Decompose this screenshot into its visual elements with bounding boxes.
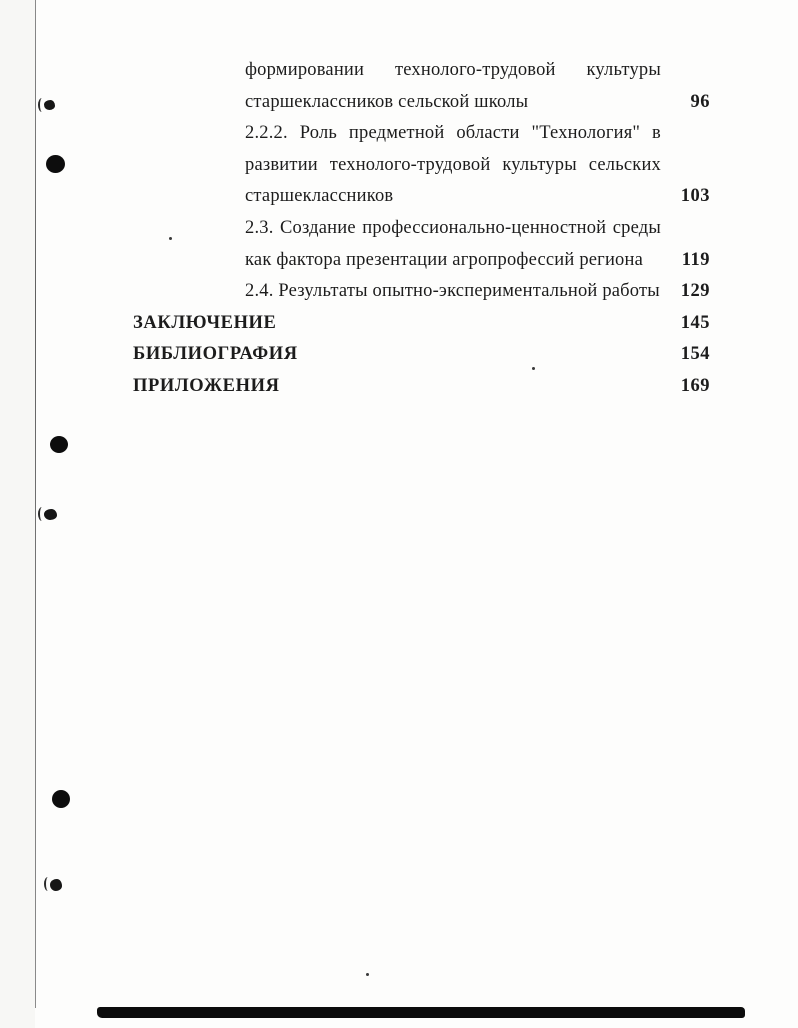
toc-line-text: как фактора презентации агропрофессий региона: [245, 249, 644, 270]
page-left-margin: [0, 0, 35, 1028]
toc-line: [133, 150, 710, 182]
toc-line: [133, 181, 710, 213]
page-number: 169: [680, 375, 710, 396]
toc-line-text: 2.4. Результаты опытно-экспериментальной работы: [245, 281, 660, 302]
toc-line-text: старшеклассников: [245, 186, 394, 207]
toc-line-text: 2.3. Создание профессионально-ценностной среды: [245, 217, 661, 238]
toc-line: [133, 276, 710, 308]
toc-line-heading: [133, 308, 710, 340]
page-number: 129: [680, 281, 710, 302]
binding-edge-line: [35, 0, 36, 1008]
scan-ink-dot: [52, 790, 70, 808]
page-number: 145: [680, 312, 710, 333]
toc-line-text: ПРИЛОЖЕНИЯ: [133, 375, 280, 396]
page-number: 103: [680, 186, 710, 207]
scan-ink-blob: [44, 509, 57, 520]
scan-ink-blob: [50, 879, 62, 891]
toc-line-text: старшеклассников сельской школы: [245, 91, 529, 112]
toc-line-heading: [133, 371, 710, 403]
scan-speck: [169, 237, 172, 240]
toc-line-text: формировании технолого-трудовой культуры: [245, 60, 661, 80]
scan-bottom-edge-bar: [97, 1007, 745, 1018]
table-of-contents: [133, 55, 710, 403]
toc-line-heading: [133, 339, 710, 371]
page-number: 96: [690, 91, 710, 112]
toc-line: [133, 55, 710, 87]
toc-line-text: развитии технолого-трудовой культуры сельских: [245, 154, 661, 175]
toc-line-text: 2.2.2. Роль предметной области "Технология" в: [245, 123, 661, 144]
toc-line: [133, 213, 710, 245]
toc-line-text: ЗАКЛЮЧЕНИЕ: [133, 312, 277, 333]
toc-line: [133, 87, 710, 119]
page-number: 154: [680, 344, 710, 365]
toc-line-text: БИБЛИОГРАФИЯ: [133, 344, 298, 365]
scan-ink-dot: [50, 436, 68, 453]
scan-speck: [366, 973, 369, 976]
scan-speck: [532, 367, 535, 370]
scan-ink-blob: [44, 100, 55, 110]
scan-ink-dot: [46, 155, 65, 173]
page-number: 119: [681, 249, 710, 270]
toc-line: [133, 245, 710, 277]
toc-line: [133, 118, 710, 150]
